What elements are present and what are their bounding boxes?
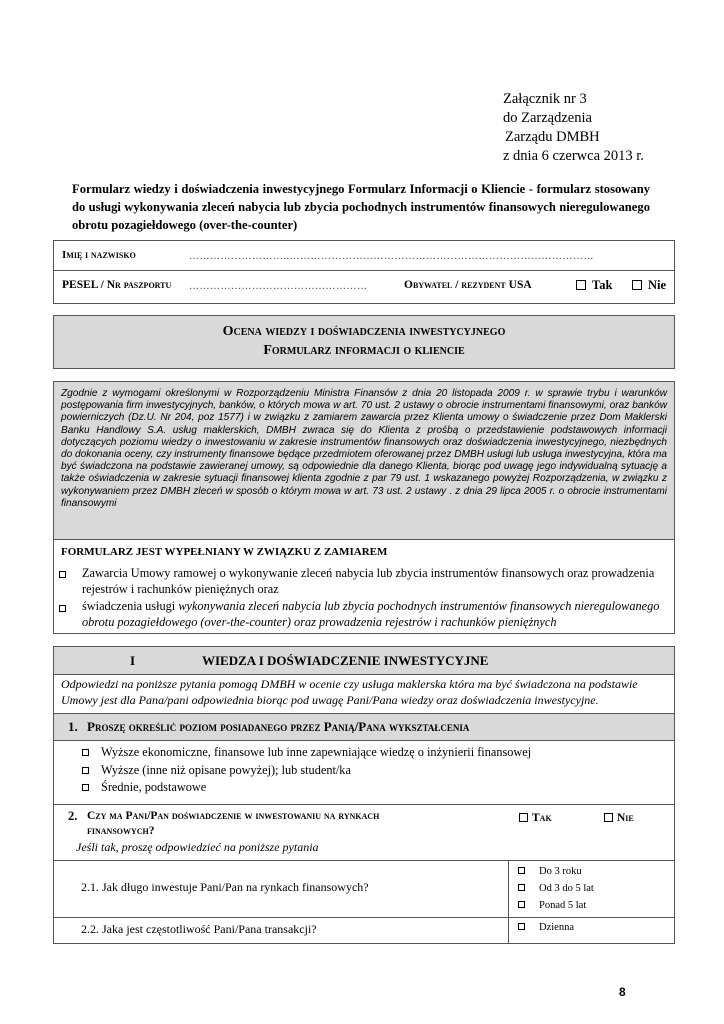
citizen-yes-option[interactable] <box>576 278 612 293</box>
checkbox-icon[interactable] <box>632 280 642 290</box>
checkbox-icon[interactable] <box>59 605 66 612</box>
annex-line-3: Zarządu DMBH <box>505 129 600 145</box>
annex-line-1: Załącznik nr 3 <box>503 91 587 107</box>
purpose-option-2-italic: wykonywania zleceń nabycia lub zbycia pochodnych instrumentów finansowych nieregulowanego <box>178 599 660 613</box>
document-title: Formularz wiedzy i doświadczenia inwestycyjnego Formularz Informacji o Kliencie - formularz stosowany do usługi wykonywania zleceń nabycia lub zbycia pochodnych instrumentów finansowych nieregulowanego obrotu pozagiełdowego (over-the-counter) <box>72 182 650 232</box>
legal-notice: Zgodnie z wymogami określonymi w Rozporządzeniu Ministra Finansów z dnia 20 listopada 2009 r. w sprawie trybu i warunków postępowania firm inwestycyjnych, banków, o których mowa w art. 70 ust. 2 ustawy o obrocie instrumentami finansowymi, oraz banków powierniczych (Dz.U. Nr 204, poz 1577) i w związku z zamiarem zawarcia przez Klienta umowy o świadczenie przez Dom Maklerski Banku Handlowy S.A. usług maklerskich, DMBH zwraca się do Klienta z prośbą o przedstawienie podstawowych informacji dotyczących poziomu wiedzy o inwestowaniu w zakresie instrumentów finansowych oraz doświadczenia inwestycyjnego, niezbędnych do dokonania oceny, czy instrumenty finansowe będące przedmiotem oferowanej przez DMBH usługi lub usługa inwestycyjna, która ma być świadczona na podstawie zawieranej umowy, są odpowiednie dla danego Klienta, biorąc pod uwagę jego indywidualną sytuację a także oświadczenia w zakresie sytuacji finansowej klienta zgodnie z par 79 ust. 1 wskazanego powyżej Rozporządzenia, w związku z wykonywaniem przez DMBH zleceń w sposób o którym mowa w art. 73 ust. 2 ustawy . z dnia 29 lipca 2005 r. o obrocie instrumentami finansowymi <box>54 382 674 539</box>
page-number: 8 <box>619 985 626 999</box>
name-field[interactable]: ………………………..…………………………………………………………………………… <box>189 251 594 262</box>
citizen-label: Obywatel / rezydent USA <box>404 279 532 291</box>
q1-option[interactable] <box>82 744 531 762</box>
checkbox-icon[interactable] <box>576 280 586 290</box>
checkbox-icon[interactable] <box>59 571 66 578</box>
q1-options <box>82 744 531 797</box>
annex-header <box>503 90 644 166</box>
name-label: Imię i nazwisko <box>62 249 136 261</box>
q2-text-line-1: Czy ma Pani/Pan doświadczenie w inwestowaniu na rynkach <box>87 810 380 822</box>
q1-option-label: Średnie, podstawowe <box>101 780 207 794</box>
q1-option-label: Wyższe (inne niż opisane powyżej); lub student/ka <box>101 762 351 777</box>
assessment-title-line-2: Formularz informacji o kliencie <box>263 343 465 358</box>
purpose-option-2-line-2: obrotu pozagiełdowego (over-the-counter) oraz prowadzenia rejestrów i rachunków pieniężnych <box>82 615 557 629</box>
purpose-option-1-line-2: rejestrów i rachunków pieniężnych oraz <box>82 582 279 596</box>
annex-line-4: z dnia 6 czerwca 2013 r. <box>503 148 644 164</box>
q2-text-line-2: finansowych? <box>87 825 155 837</box>
q1-option[interactable] <box>82 779 531 797</box>
checkbox-icon[interactable] <box>82 767 89 774</box>
citizen-yes-label: Tak <box>592 278 613 292</box>
q2-yes-label: Tak <box>532 812 552 824</box>
q2-no-label: Nie <box>617 812 634 824</box>
q21-option-label: Od 3 do 5 lat <box>539 883 594 894</box>
q21-option-label: Ponad 5 lat <box>539 900 587 911</box>
checkbox-icon[interactable] <box>518 867 525 874</box>
q21-options <box>518 863 594 914</box>
q1-option-label: Wyższe ekonomiczne, finansowe lub inne zapewniające wiedzę o inżynierii finansowej <box>101 745 532 759</box>
annex-line-2: do Zarządzenia <box>503 110 592 126</box>
q2-hint: Jeśli tak, proszę odpowiedzieć na poniższe pytania <box>76 840 319 854</box>
q22-text: 2.2. Jaka jest częstotliwość Pani/Pana transakcji? <box>81 922 317 936</box>
checkbox-icon[interactable] <box>604 813 613 822</box>
purpose-option-2-plain: świadczenia usługi <box>82 599 179 613</box>
q1-text: Proszę określić poziom posiadanego przez Panią/Pana wykształcenia <box>87 719 470 734</box>
q21-option[interactable] <box>518 880 594 897</box>
checkbox-icon[interactable] <box>82 749 89 756</box>
section-title: WIEDZA I DOŚWIADCZENIE INWESTYCYJNE <box>202 653 489 668</box>
q21-option[interactable] <box>518 897 594 914</box>
q21-option[interactable] <box>518 863 594 880</box>
checkbox-icon[interactable] <box>519 813 528 822</box>
q2-yes-option[interactable] <box>519 812 552 824</box>
q1-option[interactable] <box>82 762 531 780</box>
purpose-option-1-line-1: Zawarcia Umowy ramowej o wykonywanie zleceń nabycia lub zbycia instrumentów finansowych oraz prowadzenia <box>82 566 655 580</box>
citizen-no-option[interactable] <box>632 278 666 293</box>
section-number: I <box>130 653 136 668</box>
assessment-title-line-1: Ocena wiedzy i doświadczenia inwestycyjnego <box>222 324 506 339</box>
checkbox-icon[interactable] <box>518 884 525 891</box>
section-knowledge-box <box>53 646 675 944</box>
assessment-header-box <box>53 315 675 369</box>
q21-text: 2.1. Jak długo inwestuje Pani/Pan na rynkach finansowych? <box>81 880 369 894</box>
q21-option-label: Do 3 roku <box>539 866 582 877</box>
checkbox-icon[interactable] <box>82 784 89 791</box>
q2-no-option[interactable] <box>604 812 634 824</box>
q22-option-label: Dzienna <box>539 922 574 933</box>
purpose-heading: FORMULARZ JEST WYPEŁNIANY W ZWIĄZKU Z ZAMIAREM <box>61 546 388 558</box>
q1-number: 1. <box>68 719 78 734</box>
q22-option[interactable] <box>518 922 574 933</box>
pesel-label: PESEL / Nr paszportu <box>62 279 172 291</box>
checkbox-icon[interactable] <box>518 901 525 908</box>
pesel-field[interactable]: …………………………………………… <box>189 281 368 292</box>
legal-purpose-box <box>53 381 675 634</box>
checkbox-icon[interactable] <box>518 923 525 930</box>
q2-number: 2. <box>68 809 78 823</box>
section-intro: Odpowiedzi na poniższe pytania pomogą DMBH w ocenie czy usługa maklerska która ma być świadczona na podstawie Umowy jest dla Pana/pani odpowiednia biorąc pod uwagę Pani/Pana wiedzy oraz doświadczenia inwestycyjne. <box>61 677 638 707</box>
identity-box <box>53 240 675 304</box>
citizen-no-label: Nie <box>648 278 667 292</box>
